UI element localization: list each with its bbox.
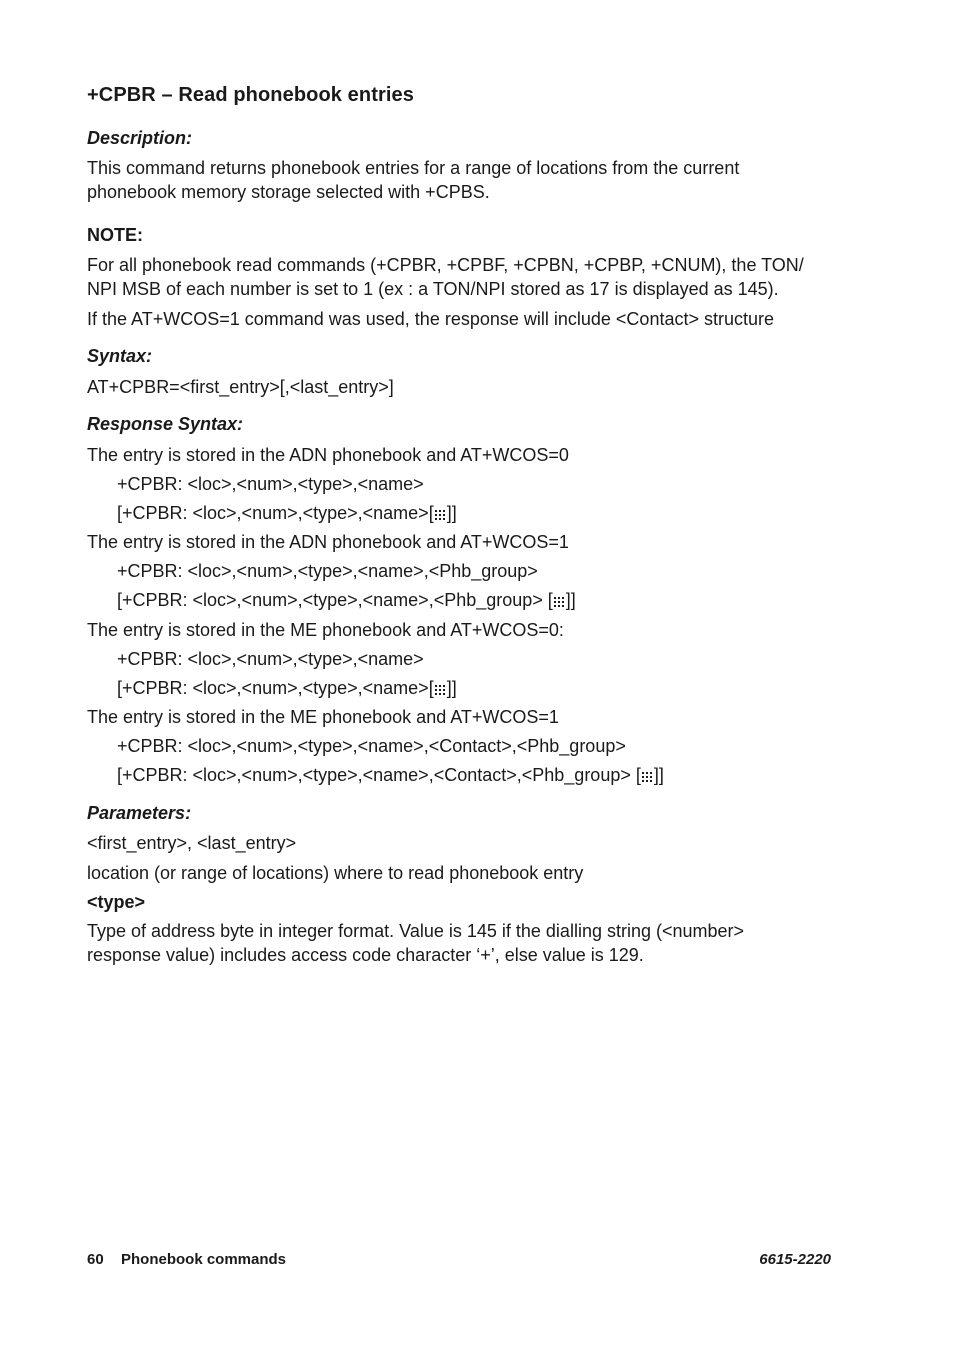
response-line: +CPBR: <loc>,<num>,<type>,<name> <box>117 649 424 669</box>
response-line: +CPBR: <loc>,<num>,<type>,<name>,<Phb_group> <box>117 561 538 581</box>
note-heading: NOTE: <box>87 225 143 245</box>
response-line-repeat: [+CPBR: <loc>,<num>,<type>,<name>[ ]] <box>117 678 457 698</box>
description-line-1: This command returns phonebook entries for a range of locations from the current <box>87 158 740 178</box>
param-type-desc-1: Type of address byte in integer format. Value is 145 if the dialling string (<number> <box>87 921 745 941</box>
param-entries-desc: location (or range of locations) where to read phonebook entry <box>87 863 584 883</box>
dots-grid-icon <box>435 509 446 520</box>
response-intro: The entry is stored in the ME phonebook and AT+WCOS=0: <box>87 620 564 640</box>
note-line-3: If the AT+WCOS=1 command was used, the response will include <Contact> structure <box>87 309 774 329</box>
footer-section: Phonebook commands <box>121 1251 287 1268</box>
param-type-desc-2: response value) includes access code character ‘+’, else value is 129. <box>87 945 644 965</box>
document-number: 6615-2220 <box>759 1251 831 1268</box>
response-line-repeat: [+CPBR: <loc>,<num>,<type>,<name>[ ]] <box>117 503 457 523</box>
description-heading: Description: <box>87 128 193 148</box>
response-line-repeat: [+CPBR: <loc>,<num>,<type>,<name>,<Phb_group> [ ]] <box>117 590 576 610</box>
page-number: 60 <box>87 1251 104 1268</box>
dots-grid-icon <box>554 596 565 607</box>
note-line-2: NPI MSB of each number is set to 1 (ex : a TON/NPI stored as 17 is displayed as 145). <box>87 279 779 299</box>
response-intro: The entry is stored in the ADN phonebook and AT+WCOS=0 <box>87 445 569 465</box>
response-line: +CPBR: <loc>,<num>,<type>,<name>,<Contact>,<Phb_group> <box>117 736 626 756</box>
description-line-2: phonebook memory storage selected with +CPBS. <box>87 182 490 202</box>
syntax-command: AT+CPBR=<first_entry>[,<last_entry>] <box>87 377 394 397</box>
dots-grid-icon <box>642 771 653 782</box>
syntax-heading: Syntax: <box>87 346 153 366</box>
note-line-1: For all phonebook read commands (+CPBR, +CPBF, +CPBN, +CPBP, +CNUM), the TON/ <box>87 255 804 275</box>
response-line-repeat: [+CPBR: <loc>,<num>,<type>,<name>,<Contact>,<Phb_group> [ ]] <box>117 765 664 785</box>
response-syntax-heading: Response Syntax: <box>87 414 244 434</box>
page-title: +CPBR – Read phonebook entries <box>87 84 414 106</box>
response-intro: The entry is stored in the ADN phonebook and AT+WCOS=1 <box>87 532 569 552</box>
dots-grid-icon <box>435 684 446 695</box>
response-line: +CPBR: <loc>,<num>,<type>,<name> <box>117 474 424 494</box>
param-type-label: <type> <box>87 892 146 912</box>
response-intro: The entry is stored in the ME phonebook and AT+WCOS=1 <box>87 707 559 727</box>
parameters-heading: Parameters: <box>87 803 192 823</box>
param-entries-label: <first_entry>, <last_entry> <box>87 833 297 853</box>
